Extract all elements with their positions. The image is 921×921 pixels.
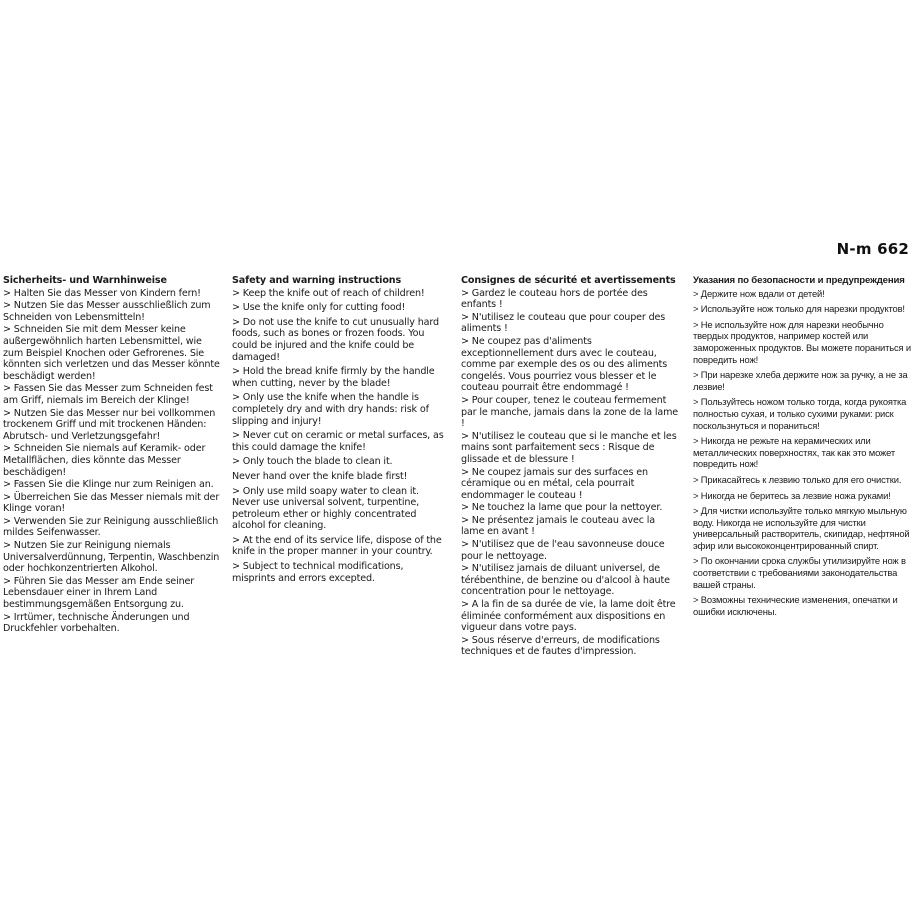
instruction-item: > Halten Sie das Messer von Kindern fern! — [3, 287, 201, 299]
instruction-item: > Ne coupez jamais sur des surfaces en céramique ou en métal, cela pourrait endommager le couteau ! — [461, 466, 648, 501]
instruction-item: > Nutzen Sie zur Reinigung niemals Universalverdünnung, Terpentin, Waschbenzin oder hochkonzentrierten Alkohol. — [3, 540, 220, 575]
instruction-item: > Никогда не беритесь за лезвие ножа руками! — [693, 489, 891, 501]
instruction-item: > Возможны технические изменения, опечатки и ошибки исключены. — [693, 594, 898, 617]
instruction-item: > Schneiden Sie mit dem Messer keine außergewöhnlich harten Lebensmittel, wie zum Beispiel Knochen oder Gefrorenes. Sie könnten sich verletzen und das Messer könnte beschädigt werden! — [3, 324, 220, 382]
instruction-item: > Ne présentez jamais le couteau avec la lame en avant ! — [461, 514, 655, 538]
instruction-item: > N'utilisez que de l'eau savonneuse douce pour le nettoyage. — [461, 539, 665, 562]
instruction-item: > Пользуйтесь ножом только тогда, когда рукоятка полностью сухая, и только сухими руками: риск поскользнуться и пораниться! — [693, 396, 907, 431]
instruction-item: > При нарезке хлеба держите нож за ручку, а не за лезвие! — [693, 369, 908, 392]
instruction-item: > Ne coupez pas d'aliments exceptionnellement durs avec le couteau, comme par exemple des os ou des aliments congelés. Vous pourriez vous blesser et le couteau pourrait être endommagé ! — [461, 335, 668, 394]
section-title: Consignes de sécurité et avertissements — [461, 275, 676, 286]
instruction-item: > Keep the knife out of reach of children! — [232, 287, 425, 299]
section-russian — [693, 275, 913, 621]
instruction-item: > Держите нож вдали от детей! — [693, 287, 825, 299]
instruction-item: > Überreichen Sie das Messer niemals mit der Klinge voran! — [3, 491, 220, 515]
instruction-item: > A la fin de sa durée de vie, la lame doit être éliminée conformément aux dispositions en vigueur dans votre pays. — [461, 599, 676, 634]
instruction-item: > Nutzen Sie das Messer nur bei vollkommen trockenem Griff und mit trockenen Händen: Abrutsch- und Verletzungsgefahr! — [3, 407, 216, 442]
instruction-item: > Subject to technical modifications, misprints and errors excepted. — [232, 561, 404, 584]
instruction-item: Never hand over the knife blade first! — [232, 470, 408, 482]
section-title: Safety and warning instructions — [232, 275, 401, 286]
instruction-item: > Hold the bread knife firmly by the handle when cutting, never by the blade! — [232, 366, 435, 389]
instruction-item: > Nutzen Sie das Messer ausschließlich zum Schneiden von Lebensmitteln! — [3, 300, 211, 323]
instruction-item: > Irrtümer, technische Änderungen und Druckfehler vorbehalten. — [3, 611, 190, 635]
instruction-item: > N'utilisez le couteau que pour couper des aliments ! — [461, 311, 666, 335]
instruction-item: > Pour couper, tenez le couteau fermement par le manche, jamais dans la zone de la lame ! — [461, 394, 679, 430]
instruction-item: > Никогда не режьте на керамических или металлических поверхностях, так как это может повредить нож! — [693, 435, 896, 470]
instruction-item: > Do not use the knife to cut unusually hard foods, such as bones or frozen foods. You could be injured and the knife could be damaged! — [232, 316, 439, 363]
instruction-item: > Используйте нож только для нарезки продуктов! — [693, 303, 905, 315]
section-french — [461, 275, 681, 659]
instruction-item: > At the end of its service life, dispose of the knife in the proper manner in your country. — [232, 534, 442, 558]
instruction-item: > Verwenden Sie zur Reinigung ausschließlich mildes Seifenwasser. — [3, 515, 219, 539]
section-english — [232, 275, 448, 587]
instruction-item: > Sous réserve d'erreurs, de modifications techniques et de fautes d'impression. — [461, 634, 660, 658]
section-title: Sicherheits- und Warnhinweise — [3, 275, 167, 286]
instruction-item: > Only use the knife when the handle is completely dry and with dry hands: risk of slipping and injury! — [232, 392, 429, 427]
section-title: Указания по безопасности и предупреждения — [693, 275, 905, 286]
instruction-item: > По окончании срока службы утилизируйте нож в соответствии с требованиями законодательства вашей страны. — [693, 555, 906, 590]
instruction-item: > Не используйте нож для нарезки необычно твердых продуктов, например костей или замороженных продуктов. Вы можете пораниться и повредить нож! — [693, 318, 911, 365]
instruction-item: > Never cut on ceramic or metal surfaces, as this could damage the knife! — [232, 430, 444, 453]
instruction-item: > Führen Sie das Messer am Ende seiner Lebensdauer einer in Ihrem Land bestimmungsgemäßen Entsorgung zu. — [3, 575, 195, 611]
instruction-item: > Gardez le couteau hors de portée des enfants ! — [461, 287, 648, 311]
model-number: N-m 662 — [836, 240, 909, 258]
instruction-item: > Fassen Sie die Klinge nur zum Reinigen an. — [3, 479, 214, 491]
instruction-item: > Only use mild soapy water to clean it. Never use universal solvent, turpentine, petroleum ether or highly concentrated alcohol for cleaning. — [232, 485, 419, 532]
instruction-item: > N'utilisez le couteau que si le manche et les mains sont parfaitement secs : Risque de glissade et de blessure ! — [461, 430, 677, 465]
section-german — [3, 275, 223, 636]
instruction-item: > Ne touchez la lame que pour la nettoyer. — [461, 502, 663, 514]
instruction-item: > Use the knife only for cutting food! — [232, 302, 406, 314]
instruction-item: > Only touch the blade to clean it. — [232, 456, 393, 468]
instruction-item: > Для чистки используйте только мягкую мыльную воду. Никогда не используйте для чистки универсальный растворитель, скипидар, нефтяной эфир или высококонцентрированный спирт. — [693, 505, 910, 551]
instruction-item: > Прикасайтесь к лезвию только для его очистки. — [693, 473, 902, 485]
instruction-item: > Schneiden Sie niemals auf Keramik- oder Metallflächen, dies könnte das Messer beschädigen! — [3, 443, 206, 478]
instruction-item: > Fassen Sie das Messer zum Schneiden fest am Griff, niemals im Bereich der Klinge! — [3, 383, 213, 406]
instruction-item: > N'utilisez jamais de diluant universel, de térébenthine, de benzine ou d'alcool à haute concentration pour le nettoyage. — [461, 563, 670, 598]
